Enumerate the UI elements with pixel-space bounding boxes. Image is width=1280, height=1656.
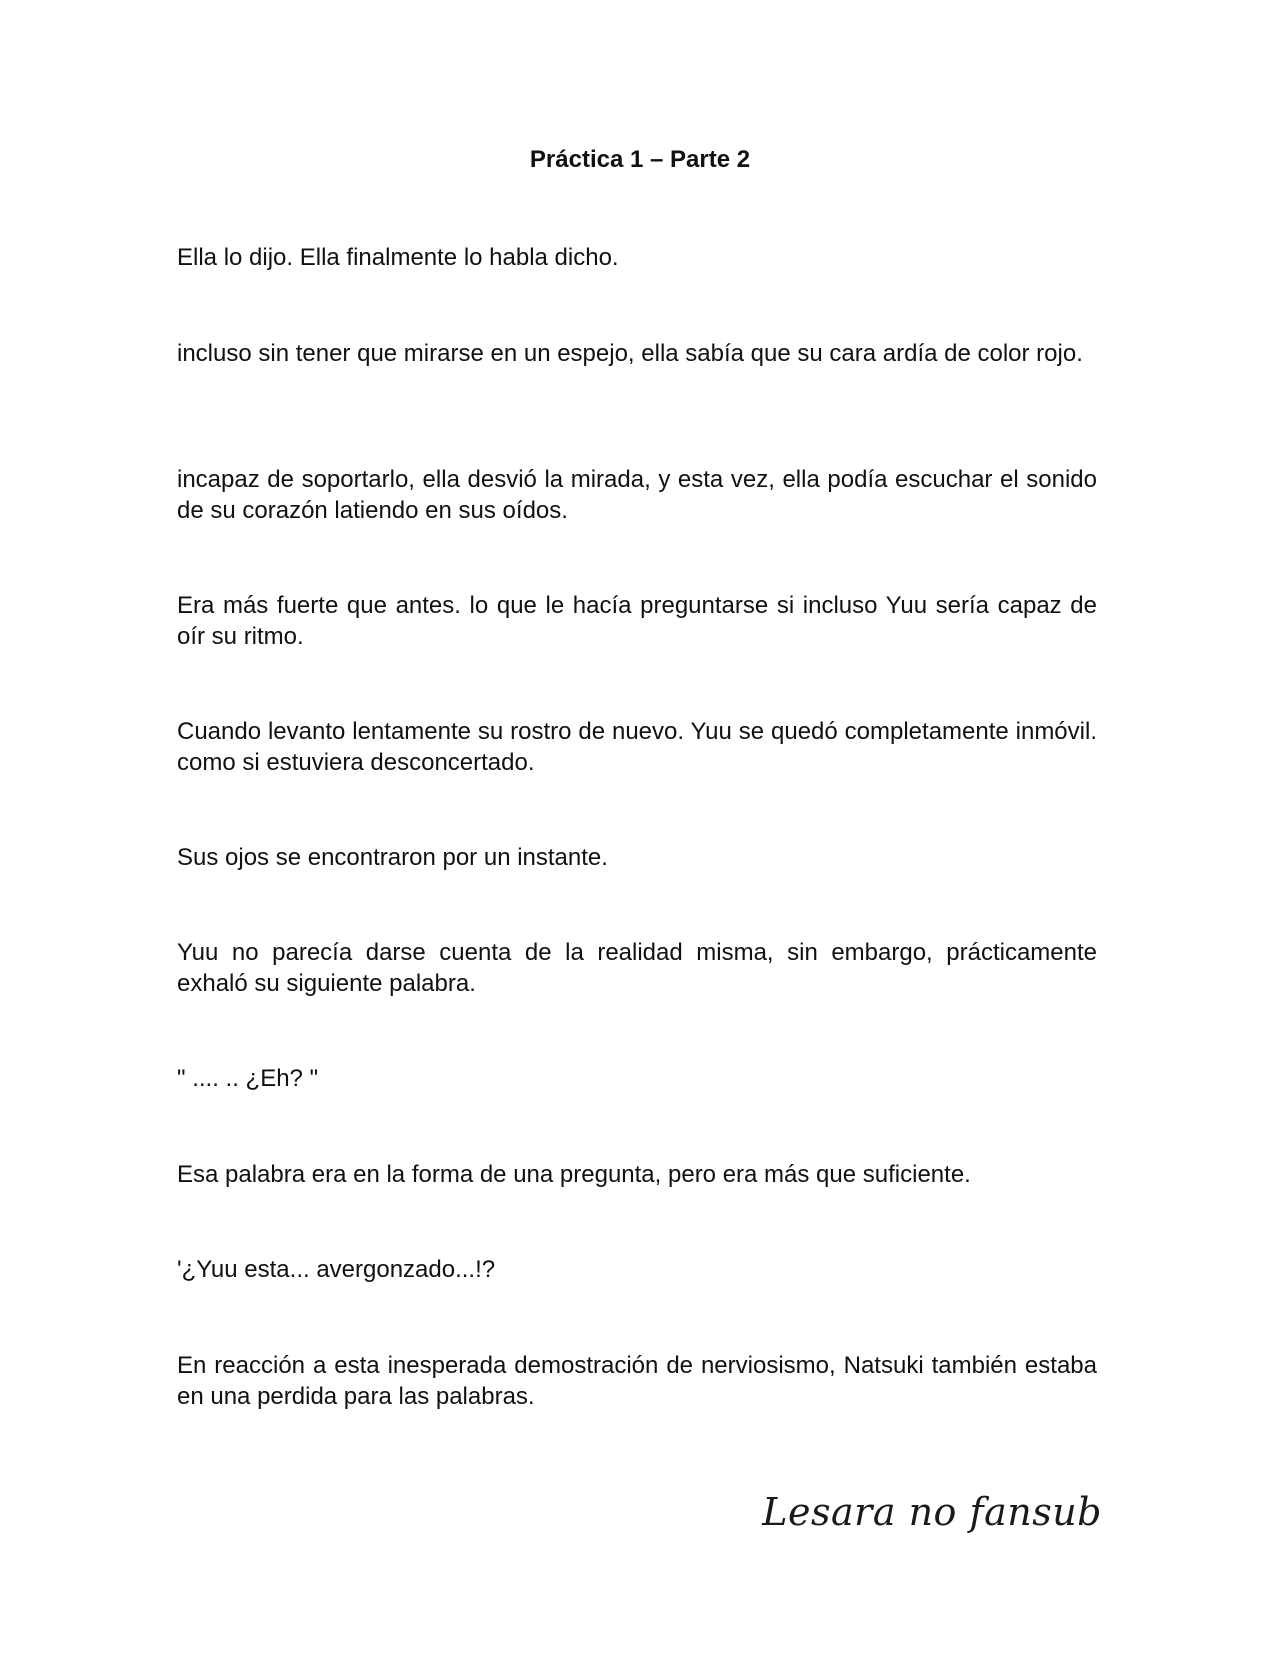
paragraph-5: Cuando levanto lentamente su rostro de nuevo. Yuu se quedó completamente inmóvil. como si estuviera desconcertado. (177, 718, 1097, 776)
paragraph-9: Esa palabra era en la forma de una pregunta, pero era más que suficiente. (177, 1161, 971, 1188)
paragraph-2: incluso sin tener que mirarse en un espejo, ella sabía que su cara ardía de color rojo. (177, 340, 1083, 367)
page-title: Práctica 1 – Parte 2 (529, 146, 751, 173)
paragraph-4: Era más fuerte que antes. lo que le hacía preguntarse si incluso Yuu sería capaz de oír su ritmo. (177, 592, 1097, 650)
fansub-signature: Lesara no fansub (762, 1490, 1102, 1534)
paragraph-8: " .... .. ¿Eh? " (177, 1065, 319, 1092)
paragraph-1: Ella lo dijo. Ella finalmente lo habla dicho. (177, 244, 619, 271)
paragraph-3: incapaz de soportarlo, ella desvió la mirada, y esta vez, ella podía escuchar el sonido de su corazón latiendo en sus oídos. (177, 466, 1097, 524)
paragraph-7: Yuu no parecía darse cuenta de la realidad misma, sin embargo, prácticamente exhaló su siguiente palabra. (177, 939, 1097, 997)
paragraph-6: Sus ojos se encontraron por un instante. (177, 844, 608, 871)
paragraph-10: '¿Yuu esta... avergonzado...!? (177, 1256, 496, 1283)
paragraph-11: En reacción a esta inesperada demostración de nerviosismo, Natsuki también estaba en una perdida para las palabras. (177, 1352, 1097, 1410)
